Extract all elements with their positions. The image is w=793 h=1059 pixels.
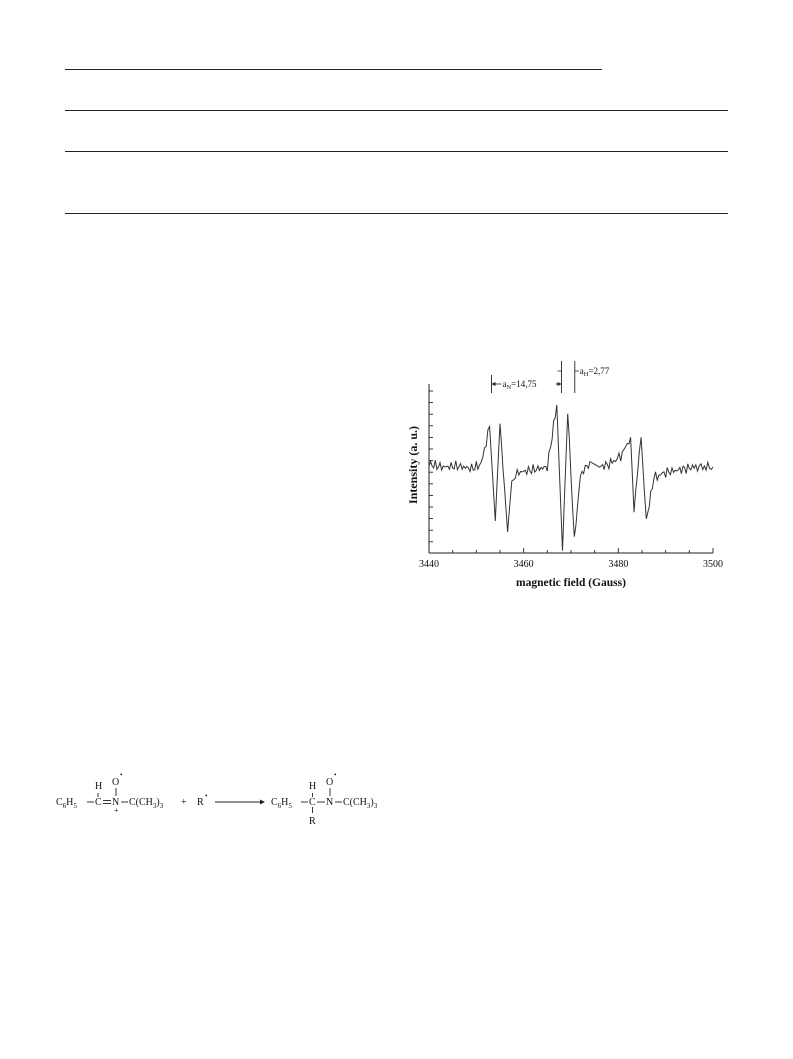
plus-sign: + [181, 797, 187, 808]
svg-text:O: O [326, 777, 334, 788]
svg-text:•: • [205, 792, 208, 800]
svg-text:N: N [112, 797, 120, 808]
pbn-reactant [56, 771, 164, 815]
svg-text:O: O [112, 777, 120, 788]
aN-label: $a_N=14,75$ [502, 379, 537, 391]
reaction-arrow [215, 800, 265, 805]
svg-text:R: R [197, 797, 204, 808]
svg-text:C6H5: $C_6H_5$ [271, 797, 292, 810]
y-axis-label: Intensity (a. u.) [406, 425, 420, 505]
epr-spectrum-chart [400, 355, 730, 595]
svg-text:C: C [309, 797, 316, 808]
svg-text:C(CH3)3: $C(CH_3)_3$ [129, 797, 164, 810]
svg-text:C6H5: $C_6H_5$ [56, 797, 77, 810]
aH-label: $a_H=2,77$ [579, 366, 610, 378]
radical-r [197, 792, 208, 808]
x-tick-label: 3440 [419, 559, 439, 570]
svg-text:C: C [95, 797, 102, 808]
svg-text:N: N [326, 797, 334, 808]
x-tick-label: 3480 [608, 559, 629, 570]
table-rule-3 [65, 213, 728, 214]
hyperfine-annotations [491, 361, 609, 393]
x-axis-label: magnetic field (Gauss) [516, 577, 626, 589]
svg-text:C(CH3)3: $C(CH_3)_3$ [343, 797, 378, 810]
svg-text:H: H [95, 781, 103, 792]
spin-trap-reaction-scheme [55, 765, 395, 845]
x-tick-label: 3460 [513, 559, 534, 570]
epr-trace [429, 405, 713, 551]
svg-text:+: + [114, 806, 119, 815]
svg-text:•: • [120, 771, 123, 779]
x-tick-label: 3500 [703, 559, 723, 570]
spin-adduct-product [271, 771, 378, 827]
top-rule [65, 69, 602, 70]
aN-arrowhead-right [558, 382, 562, 386]
table-rule-1 [65, 110, 728, 111]
svg-text:R: R [309, 816, 316, 827]
aN-arrowhead-left [491, 382, 495, 386]
svg-text:H: H [309, 781, 317, 792]
table-rule-2 [65, 151, 728, 152]
svg-text:•: • [334, 771, 337, 779]
